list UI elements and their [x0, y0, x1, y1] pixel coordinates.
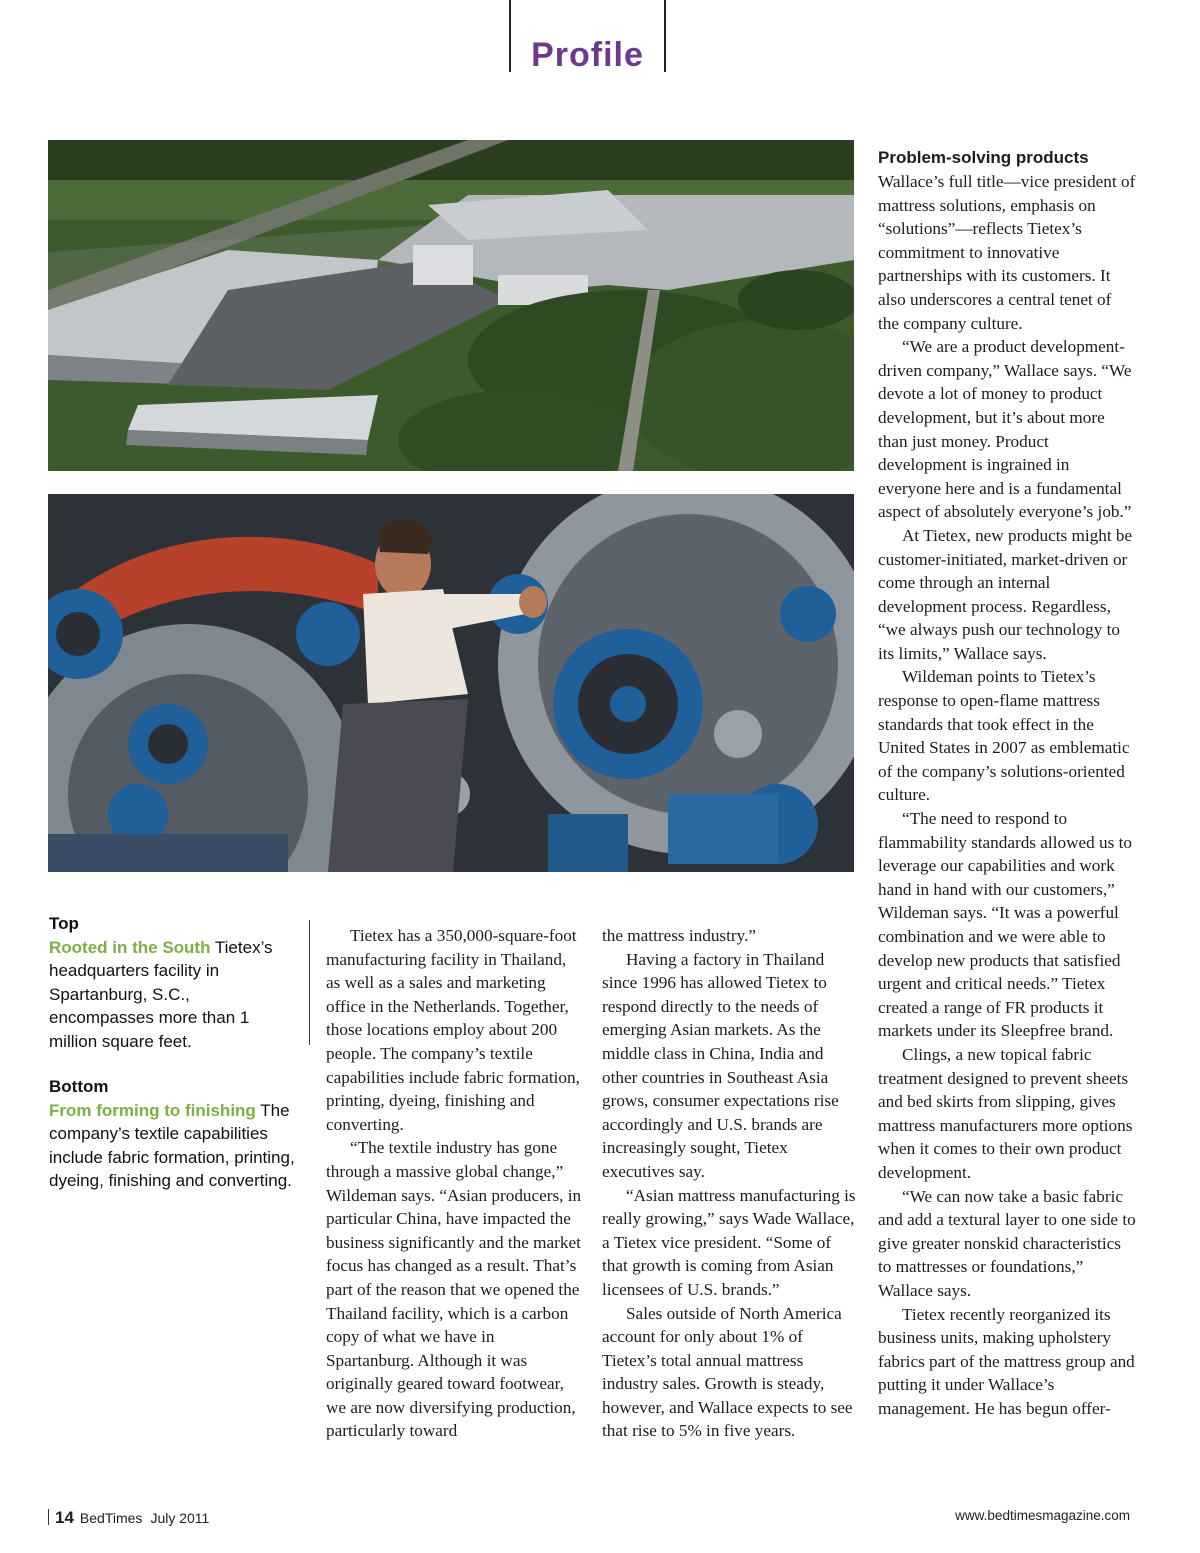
column-divider-rule [309, 920, 310, 1045]
article-column-1 [326, 924, 584, 1443]
caption-bottom-body [49, 1099, 297, 1193]
magazine-name: BedTimes [79, 1510, 143, 1526]
photo-captions [49, 912, 297, 1215]
caption-bottom [49, 1075, 297, 1193]
article-paragraph: “The textile industry has gone through a massive global change,” Wildeman says. “Asian producers, in particular China, have impacted the business significantly and the market focus has changed as a result. That’s part of the reason that we opened the Thailand facility, which is a carbon copy of what we have in Spartanburg. Although it was originally geared toward footwear, we are now diversifying production, particularly toward [326, 1138, 582, 1441]
footer-url[interactable]: www.bedtimesmagazine.com [955, 1508, 1130, 1523]
article-column-3 [878, 147, 1136, 1420]
photo-aerial-facility [48, 140, 854, 471]
caption-bottom-headline: From forming to finishing [49, 1100, 256, 1120]
header-rule-right [664, 0, 666, 72]
article-paragraph: At Tietex, new products might be customer-initiated, market-driven or come through an internal development process. Regardless, “we always push our technology to its limits,” Wallace says. [878, 525, 1133, 663]
caption-top-body [49, 936, 297, 1054]
article-paragraph: Clings, a new topical fabric treatment designed to prevent sheets and bed skirts from slipping, gives mattress manufacturers more options when it comes to their own product development. [878, 1044, 1133, 1182]
caption-top-headline: Rooted in the South [49, 937, 211, 957]
caption-top [49, 912, 297, 1053]
footer-folio [48, 1508, 209, 1528]
page-number: 14 [55, 1508, 74, 1527]
footer-tick-rule [48, 1509, 49, 1525]
article-paragraph: “The need to respond to flammability standards allowed us to leverage our capabilities and work hand in hand with our customers,” Wildeman says. “It was a powerful combination and we were able to develop new products that satisfied urgent and critical needs.” Tietex created a range of FR products it markets under its Sleepfree brand. [878, 809, 1132, 1041]
article-paragraph: “Asian mattress manufacturing is really growing,” says Wade Wallace, a Tietex vice president. “Some of that growth is coming from Asian licensees of U.S. brands.” [602, 1185, 856, 1299]
article-paragraph: “We are a product development-driven company,” Wallace says. “We devote a lot of money to product development, but it’s about more than just money. Product development is ingrained in everyone here and is a fundamental aspect of absolutely everyone’s job.” [878, 337, 1132, 522]
caption-bottom-label: Bottom [49, 1077, 109, 1096]
article-paragraph: Tietex recently reorganized its business units, making upholstery fabrics part of the mattress group and putting it under Wallace’s management. He has begun offer- [878, 1304, 1135, 1418]
caption-top-label: Top [49, 914, 79, 933]
article-paragraph: Tietex has a 350,000-square-foot manufacturing facility in Thailand, as well as a sales and marketing office in the Netherlands. Together, those locations employ about 200 people. The company’s textile capabilities include fabric formation, printing, dyeing, finishing and converting. [326, 926, 580, 1134]
article-paragraph: Wildeman points to Tietex’s response to open-flame mattress standards that took effect in the United States in 2007 as emblematic of the company’s solutions-oriented culture. [878, 667, 1130, 805]
section-subhead: Problem-solving products [878, 148, 1089, 167]
machinery-photo-illustration [48, 494, 854, 872]
issue-date: July 2011 [150, 1510, 210, 1526]
photo-textile-machinery [48, 494, 854, 872]
article-column-2 [602, 924, 860, 1443]
article-paragraph: Having a factory in Thailand since 1996 has allowed Tietex to respond directly to the needs of emerging Asian markets. As the middle class in China, India and other countries in Southeast Asia grows, consumer expectations rise accordingly and U.S. brands are increasingly sought, Tietex executives say. [602, 949, 839, 1181]
article-paragraph: “We can now take a basic fabric and add a textural layer to one side to give greater nonskid characteristics to mattresses or foundations,” Wallace says. [878, 1186, 1136, 1300]
section-title: Profile [531, 36, 644, 74]
caption-top-text: Tietex’s headquarters facility in Spartanburg, S.C., encompasses more than 1 million square feet. [49, 937, 273, 1051]
caption-bottom-text: The company’s textile capabilities include fabric formation, printing, dyeing, finishing and converting. [49, 1100, 295, 1190]
article-paragraph: Sales outside of North America account for only about 1% of Tietex’s total annual mattress industry sales. Growth is steady, however, and Wallace expects to see that rise to 5% in five years. [602, 1303, 853, 1441]
article-paragraph: the mattress industry.” [602, 926, 757, 945]
article-paragraph: Wallace’s full title—vice president of mattress solutions, emphasis on “solutions”—reflects Tietex’s commitment to innovative partnerships with its customers. It also underscores a central tenet of the company culture. [878, 172, 1136, 333]
aerial-photo-illustration [48, 140, 854, 471]
